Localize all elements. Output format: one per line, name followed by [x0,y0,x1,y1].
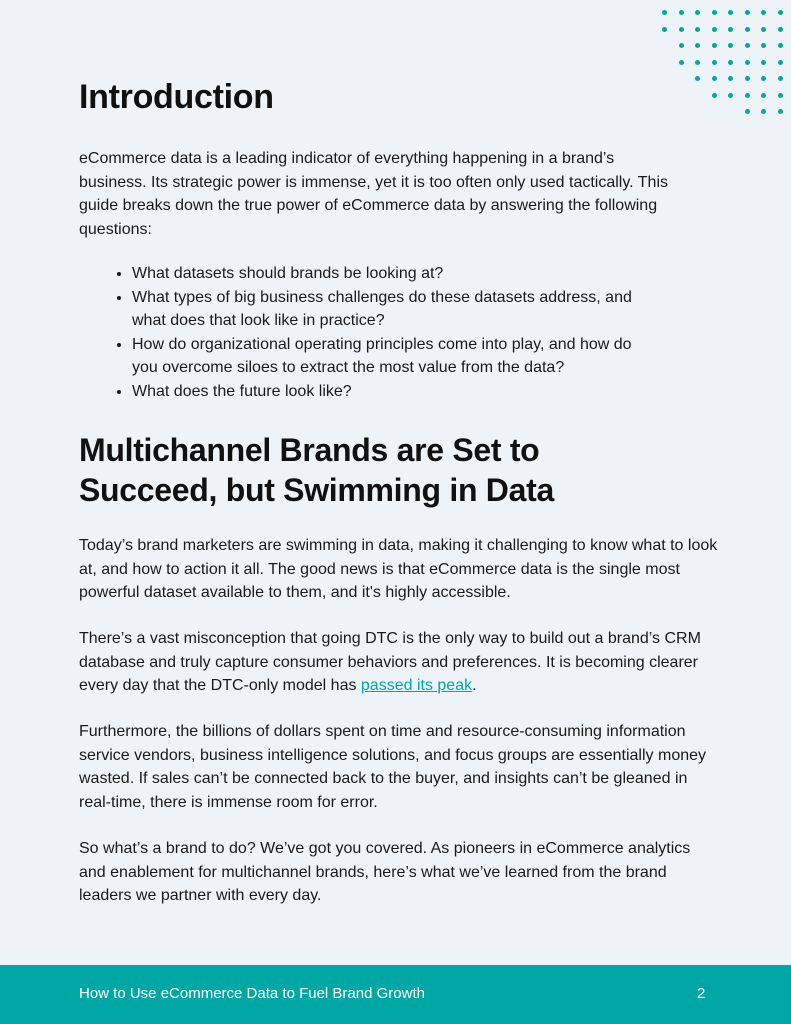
section-heading: Multichannel Brands are Set to Succeed, but Swimming in Data [79,432,554,508]
dot [745,76,750,81]
dot [662,27,667,32]
dot [761,43,766,48]
dot [761,93,766,98]
dot [778,60,783,65]
dot [679,27,684,32]
paragraph: Furthermore, the billions of dollars spent on time and resource-consuming information service vendors, business intelligence solutions, and focus groups are essentially money wasted. If sales can’t be connected back to the buyer, and insights can’t be gleaned in real-time, there is immense room for error. [79,723,707,811]
dot [778,109,783,114]
dot [728,93,733,98]
dot [761,27,766,32]
page-number: 2 [697,985,706,1002]
dot [712,43,717,48]
question-list [79,262,652,403]
footer-title: How to Use eCommerce Data to Fuel Brand Growth [79,985,425,1002]
paragraph [79,627,709,698]
dot [778,43,783,48]
dot [728,10,733,15]
dot [712,76,717,81]
dot [761,76,766,81]
dot [778,10,783,15]
list-item: • What types of big business challenges do these datasets address, and what does that look like in practice? [132,286,652,333]
dot [745,10,750,15]
dot [695,60,700,65]
page-footer [0,965,791,1024]
intro-heading: Introduction [79,78,274,116]
paragraph-text: . [472,677,477,694]
list-item: • What datasets should brands be looking at? [132,262,652,286]
dot [695,27,700,32]
dot [728,76,733,81]
dot [745,43,750,48]
dot [728,43,733,48]
dot [761,10,766,15]
dot [679,60,684,65]
dot [662,10,667,15]
dot [745,60,750,65]
dot [745,27,750,32]
dot [712,60,717,65]
dot [695,76,700,81]
dot [745,93,750,98]
dot [679,43,684,48]
dot [761,60,766,65]
dot [712,10,717,15]
dot [728,60,733,65]
intro-paragraph: eCommerce data is a leading indicator of everything happening in a brand’s business. Its strategic power is immense, yet it is too often only used tactically. This guide breaks down the true power of eCommerce data by answering the following questions: [79,150,668,238]
dot [712,93,717,98]
list-item: • How do organizational operating principles come into play, and how do you overcome siloes to extract the most value from the data? [132,333,652,380]
paragraph: Today’s brand marketers are swimming in data, making it challenging to know what to look at, and how to action it all. The good news is that eCommerce data is the single most powerful dataset available to them, and it's highly accessible. [79,537,718,601]
dot [695,10,700,15]
dot [712,27,717,32]
dot [695,43,700,48]
dot [679,10,684,15]
dot [778,93,783,98]
paragraph-text: There’s a vast misconception that going DTC is the only way to build out a brand’s CRM database and truly capture consumer behaviors and preferences. It is becoming clearer every day that the DTC-only model has [79,630,701,694]
passed-its-peak-link[interactable]: passed its peak [360,677,473,694]
dot [778,27,783,32]
dot [745,109,750,114]
paragraph: So what’s a brand to do? We’ve got you covered. As pioneers in eCommerce analytics and enablement for multichannel brands, here’s what we’ve learned from the brand leaders we partner with every day. [79,840,691,904]
dot [728,27,733,32]
list-item: • What does the future look like? [132,380,652,404]
dot [778,76,783,81]
dot [761,109,766,114]
